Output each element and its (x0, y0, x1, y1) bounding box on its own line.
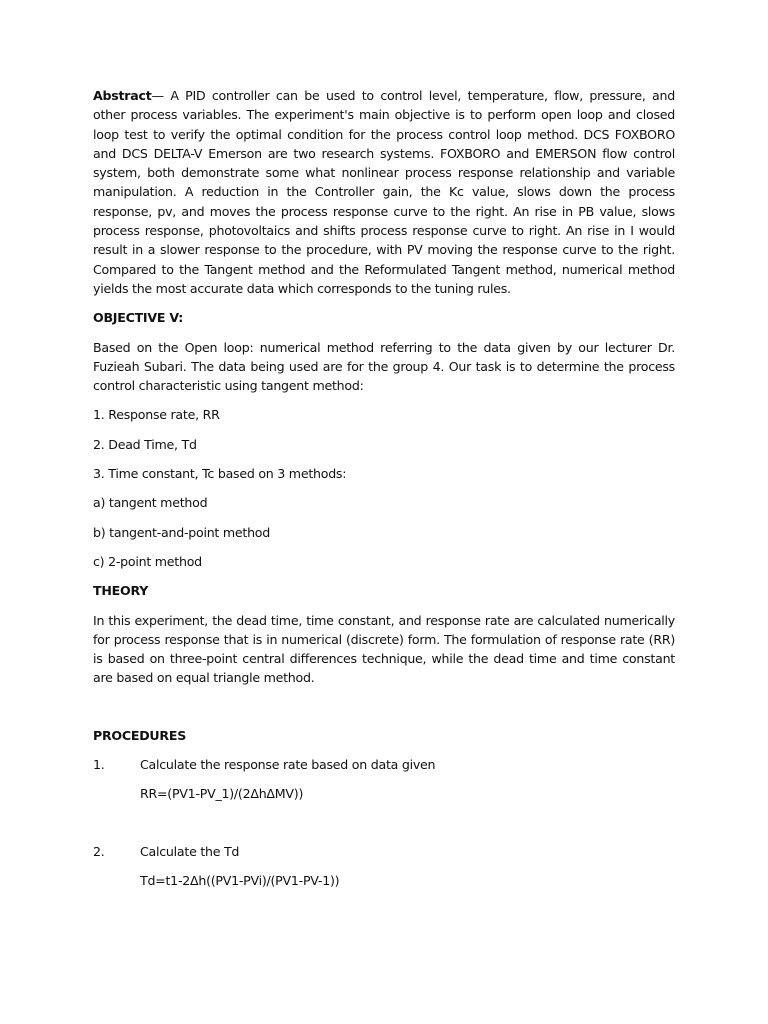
procedure-step (93, 755, 675, 774)
procedure-step-number: 2. (93, 844, 105, 860)
objective-list-item: b) tangent-and-point method (93, 524, 270, 540)
objective-list-item: 1. Response rate, RR (93, 407, 220, 423)
objective-list-item: 2. Dead Time, Td (93, 436, 197, 452)
objective-paragraph: Based on the Open loop: numerical method referring to the data given by our lecturer Dr. Fuzieah Subari. The data being used are for the group 4. Our task is to determine the process control characteristic using tangent method: (93, 339, 675, 394)
objective-list-item: c) 2-point method (93, 553, 202, 569)
theory-heading: THEORY (93, 583, 149, 599)
procedure-step-text: Calculate the Td (140, 844, 240, 860)
abstract-paragraph (93, 86, 675, 298)
procedure-formula: RR=(PV1-PV_1)/(2ΔhΔMV)) (140, 786, 304, 802)
procedures-heading: PROCEDURES (93, 727, 187, 743)
theory-paragraph: In this experiment, the dead time, time constant, and response rate are calculated numerically for process response that is in numerical (discrete) form. The formulation of response rate (RR) is based on three-point central differences technique, while the dead time and time constant are based on equal triangle method. (93, 612, 675, 686)
procedure-formula: Td=t1-2Δh((PV1-PVi)/(PV1-PV-1)) (140, 873, 340, 889)
procedure-step-number: 1. (93, 757, 105, 773)
objective-list-item: a) tangent method (93, 495, 208, 511)
procedure-step (93, 842, 675, 861)
procedure-step-text: Calculate the response rate based on data given (140, 757, 436, 773)
objective-list-item: 3. Time constant, Tc based on 3 methods: (93, 466, 347, 482)
abstract-text: A PID controller can be used to control level, temperature, flow, pressure, and other process variables. The experiment's main objective is to perform open loop and closed loop test to verify the optimal condition for the process control loop method. DCS FOXBORO and DCS DELTA-V Emerson are two research systems. FOXBORO and EMERSON flow control system, both demonstrate some what nonlinear process response relationship and variable manipulation. A reduction in the Controller gain, the Kc value, slows down the process response, pv, and moves the process response curve to the right. An rise in PB value, slows process response, photovoltaics and shifts process response curve to right. An rise in I would result in a slower response to the procedure, with PV moving the response curve to the right. Compared to the Tangent method and the Reformulated Tangent method, numerical method yields the most accurate data which corresponds to the tuning rules. (93, 88, 675, 296)
abstract-dash: — (151, 88, 171, 103)
objective-heading: OBJECTIVE V: (93, 310, 184, 326)
document-content (93, 86, 675, 891)
abstract-label: Abstract (93, 88, 152, 103)
